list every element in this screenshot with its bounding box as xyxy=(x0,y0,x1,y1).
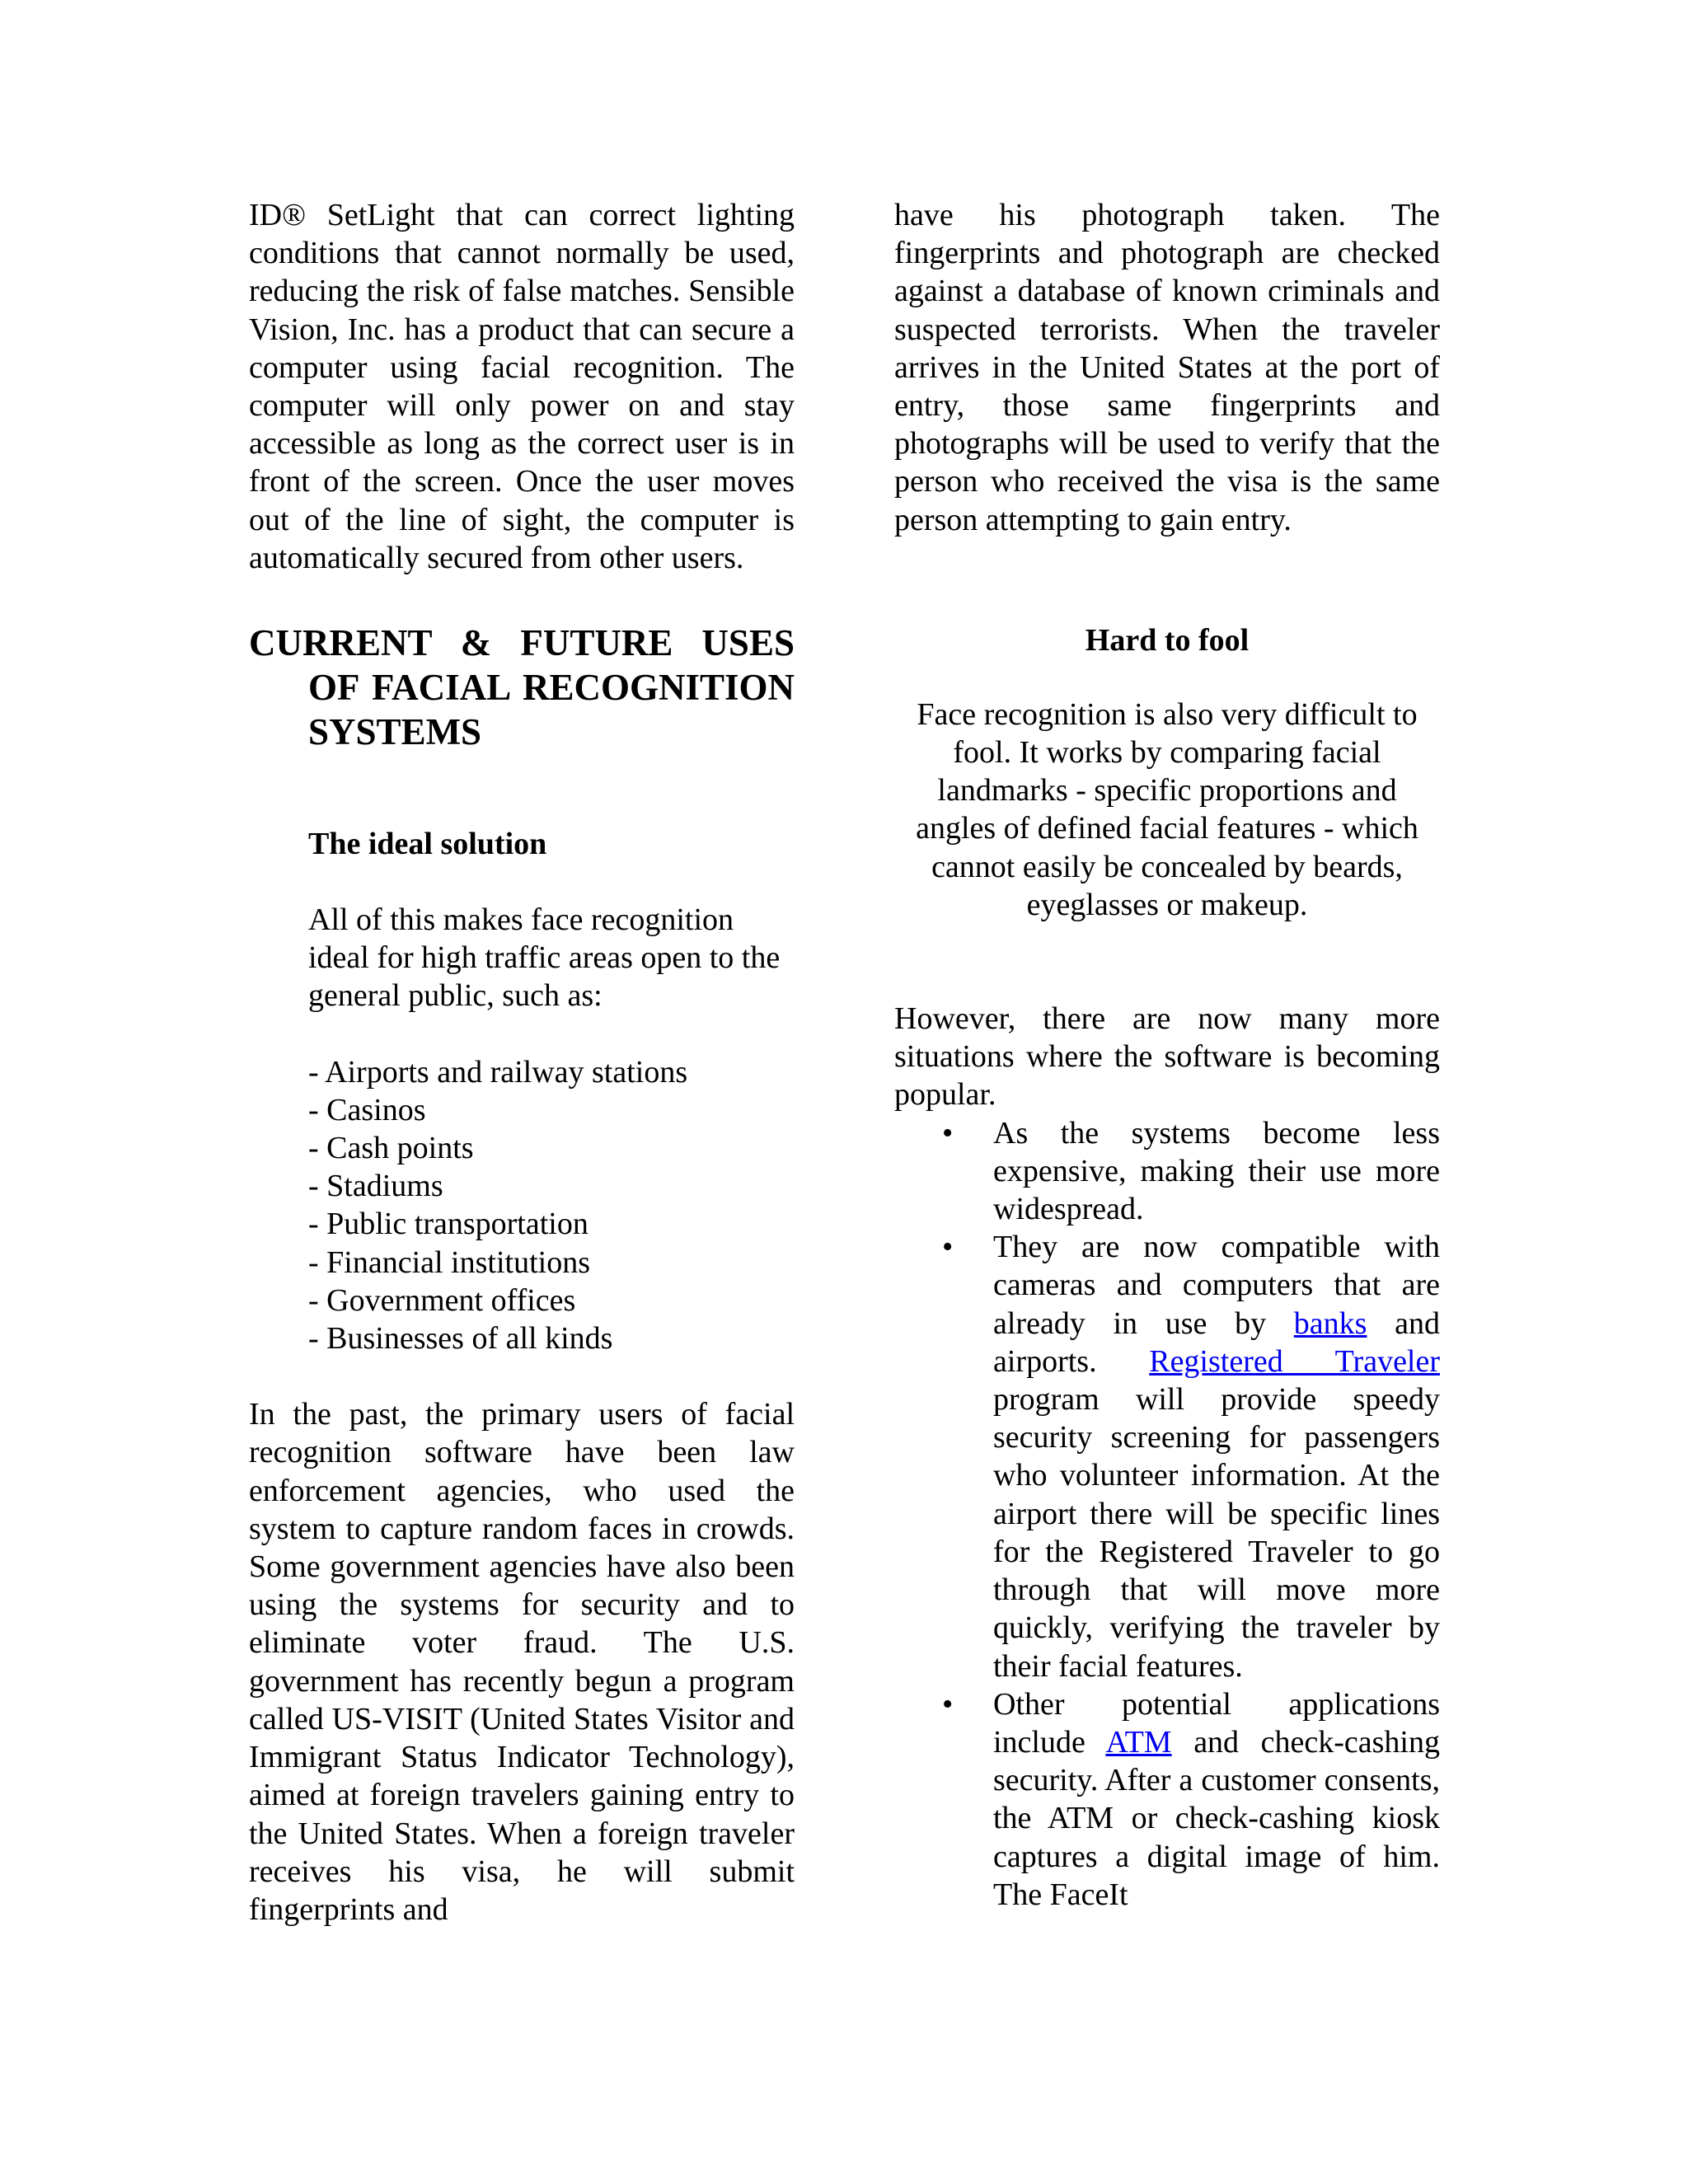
intro-paragraph: ID® SetLight that can correct lighting conditions that cannot normally be used, reducing the risk of false matches. Sensible Vision, Inc. has a product that can secure a computer using facial recognition. The computer will only power on and stay accessible as long as the correct user is in front of the screen. Once the user moves out of the line of sight, the computer is automatically secured from other users. xyxy=(249,198,795,575)
list-item: - Financial institutions xyxy=(308,1244,590,1280)
subheading-ideal-solution: The ideal solution xyxy=(308,827,547,862)
list-item: - Cash points xyxy=(308,1131,474,1166)
fool-paragraph: Face recognition is also very difficult to fool. It works by comparing facial landmarks - specific proportions and angles of defined facial features - which cannot easily be concealed by beards, eyeglasses or makeup. xyxy=(916,696,1418,922)
ideal-solution-block xyxy=(308,825,795,1357)
however-paragraph: However, there are now many more situations where the software is becoming popular. xyxy=(894,1001,1440,1113)
bullet-text: Other potential applications include xyxy=(993,1686,1440,1760)
bullet-text: As the systems become less expensive, making their use more widespread. xyxy=(993,1115,1440,1227)
bullet-text: and check-cashing security. After a customer consents, the ATM or check-cashing kiosk captures a digital image of him. The FaceIt xyxy=(993,1724,1440,1912)
bullet-text: They are now compatible with cameras and computers that are already in use by xyxy=(993,1230,1440,1341)
ideal-paragraph: All of this makes face recognition ideal for high traffic areas open to the general public, such as: xyxy=(308,902,781,1014)
atm-link[interactable]: ATM xyxy=(1105,1724,1172,1760)
places-list xyxy=(308,1053,795,1358)
list-item: - Casinos xyxy=(308,1092,426,1127)
bullet-item xyxy=(942,1114,1440,1229)
list-item: - Public transportation xyxy=(308,1207,588,1242)
bullet-icon: • xyxy=(942,1230,954,1265)
section-heading: CURRENT & FUTURE USES OF FACIAL RECOGNITION SYSTEMS xyxy=(249,622,795,753)
list-item: - Stadiums xyxy=(308,1169,443,1204)
bullet-icon: • xyxy=(942,1115,954,1151)
list-item: - Government offices xyxy=(308,1282,576,1318)
bullet-item xyxy=(942,1685,1440,1914)
bullet-text: program will provide speedy security screening for passengers who volunteer information. At the airport there will be specific lines for the Registered Traveler to go through that will move more quickly, verifying the traveler by their facial features. xyxy=(993,1382,1440,1684)
registered-traveler-link[interactable]: Registered Traveler xyxy=(1149,1343,1441,1379)
right-column xyxy=(894,196,1440,1914)
past-paragraph: In the past, the primary users of facial recognition software have been law enforcement agencies, who used the system to capture random faces in crowds. Some government agencies have also been using the systems for security and to eliminate voter fraud. The U.S. government has recently begun a program called US-VISIT (United States Visitor and Immigrant Status Indicator Technology), aimed at foreign travelers gaining entry to the United States. When a foreign traveler receives his visa, he will submit fingerprints and xyxy=(249,1397,795,1927)
banks-link[interactable]: banks xyxy=(1293,1305,1367,1341)
bullet-item xyxy=(942,1228,1441,1685)
left-column xyxy=(249,196,795,1929)
continued-paragraph: have his photograph taken. The fingerprints and photograph are checked against a database of known criminals and suspected terrorists. When the traveler arrives in the United States at the port of entry, those same fingerprints and photographs will be used to verify that the person who received the visa is the same person attempting to gain entry. xyxy=(894,198,1440,537)
bullet-icon: • xyxy=(942,1686,954,1722)
list-item: - Airports and railway stations xyxy=(308,1054,688,1090)
bullet-text: and airports. xyxy=(993,1305,1440,1379)
uses-bullet-list xyxy=(894,1114,1440,1914)
list-item: - Businesses of all kinds xyxy=(308,1321,613,1357)
subheading-hard-to-fool: Hard to fool xyxy=(1085,622,1250,658)
